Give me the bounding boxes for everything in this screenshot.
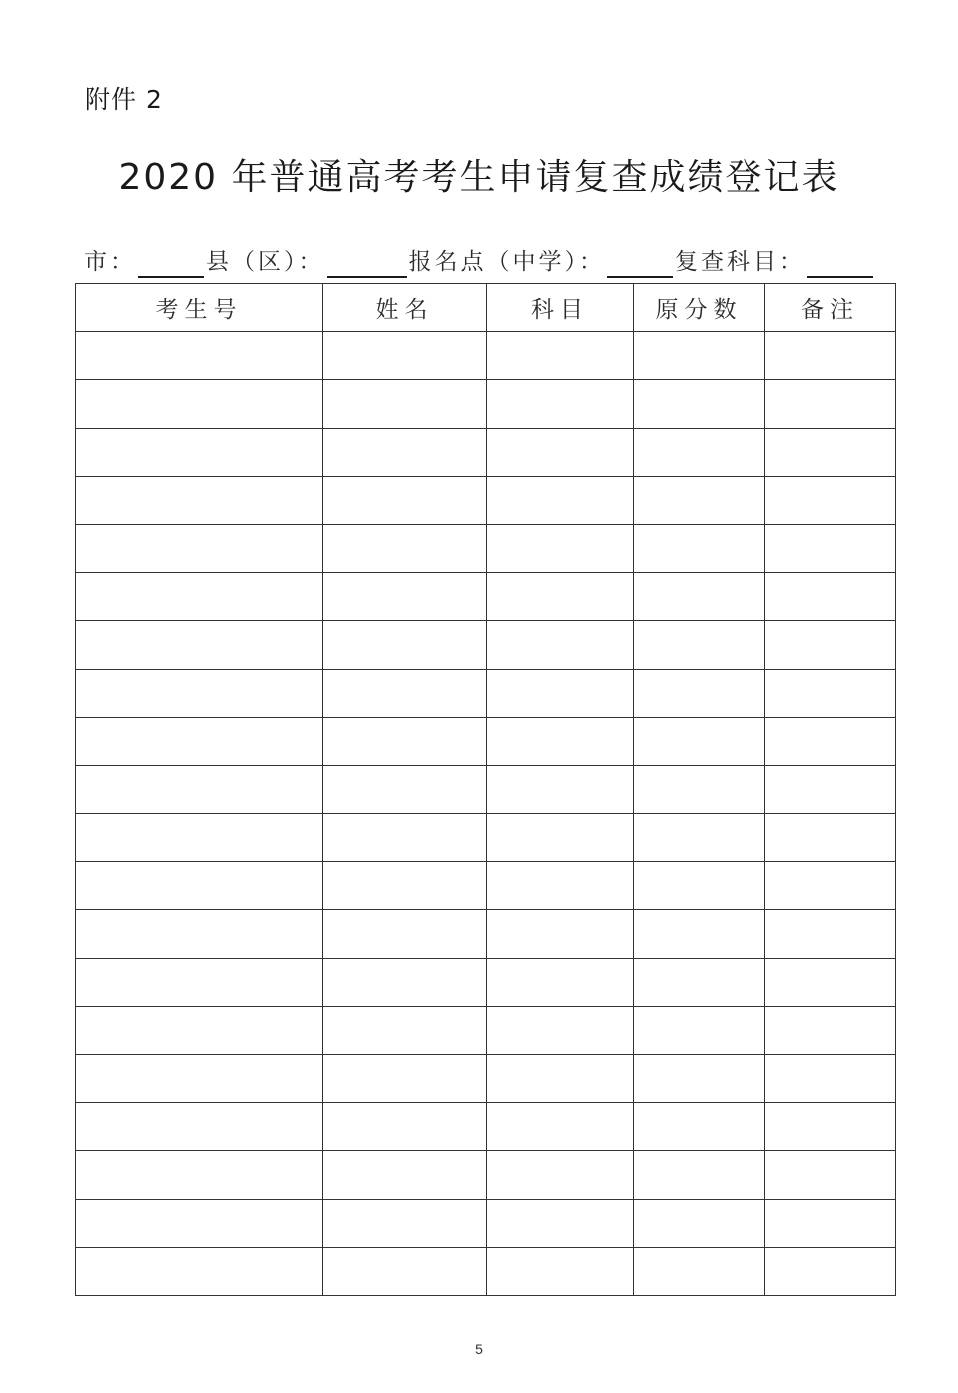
subject-cell <box>487 1103 634 1151</box>
table-header-row <box>76 284 896 332</box>
candidate-number-cell <box>76 958 323 1006</box>
remarks-cell <box>765 862 896 910</box>
original-score-cell <box>634 669 765 717</box>
candidate-number-cell <box>76 1199 323 1247</box>
name-cell <box>323 476 487 524</box>
table-row <box>76 958 896 1006</box>
original-score-cell <box>634 332 765 380</box>
header-name: 姓名 <box>323 284 487 332</box>
page-number: 5 <box>475 1341 483 1357</box>
name-cell <box>323 1199 487 1247</box>
original-score-cell <box>634 1103 765 1151</box>
original-score-cell <box>634 621 765 669</box>
table-row <box>76 814 896 862</box>
subject-cell <box>487 1006 634 1054</box>
name-cell <box>323 1103 487 1151</box>
original-score-cell <box>634 1055 765 1103</box>
remarks-cell <box>765 910 896 958</box>
remarks-cell <box>765 958 896 1006</box>
name-cell <box>323 1247 487 1295</box>
subject-cell <box>487 717 634 765</box>
remarks-cell <box>765 669 896 717</box>
remarks-cell <box>765 765 896 813</box>
remarks-cell <box>765 1103 896 1151</box>
candidate-number-cell <box>76 524 323 572</box>
table-row <box>76 1103 896 1151</box>
table-body <box>76 332 896 1296</box>
name-cell <box>323 1006 487 1054</box>
candidate-number-cell <box>76 1103 323 1151</box>
name-cell <box>323 814 487 862</box>
table-row <box>76 1006 896 1054</box>
table-row <box>76 621 896 669</box>
subject-cell <box>487 1151 634 1199</box>
subject-cell <box>487 476 634 524</box>
remarks-cell <box>765 1199 896 1247</box>
county-label: 县（区）： <box>206 249 325 275</box>
name-cell <box>323 765 487 813</box>
subject-cell <box>487 669 634 717</box>
remarks-cell <box>765 814 896 862</box>
name-cell <box>323 958 487 1006</box>
name-cell <box>323 717 487 765</box>
table-row <box>76 1151 896 1199</box>
subject-cell <box>487 524 634 572</box>
candidate-number-cell <box>76 428 323 476</box>
table-row <box>76 862 896 910</box>
candidate-number-cell <box>76 1247 323 1295</box>
attachment-label: 附件 2 <box>85 85 163 114</box>
header-candidate-number: 考生号 <box>76 284 323 332</box>
candidate-number-cell <box>76 717 323 765</box>
table-row <box>76 524 896 572</box>
remarks-cell <box>765 1247 896 1295</box>
table-row <box>76 428 896 476</box>
subject-cell <box>487 332 634 380</box>
table-row <box>76 380 896 428</box>
subject-blank <box>807 251 873 278</box>
header-original-score: 原分数 <box>634 284 765 332</box>
remarks-cell <box>765 332 896 380</box>
subject-cell <box>487 621 634 669</box>
remarks-cell <box>765 717 896 765</box>
remarks-cell <box>765 380 896 428</box>
subject-cell <box>487 765 634 813</box>
remarks-cell <box>765 573 896 621</box>
original-score-cell <box>634 524 765 572</box>
table-row <box>76 1055 896 1103</box>
candidate-number-cell <box>76 332 323 380</box>
subject-cell <box>487 814 634 862</box>
original-score-cell <box>634 1006 765 1054</box>
candidate-number-cell <box>76 476 323 524</box>
original-score-cell <box>634 862 765 910</box>
table-row <box>76 910 896 958</box>
original-score-cell <box>634 1151 765 1199</box>
table-row <box>76 717 896 765</box>
name-cell <box>323 1055 487 1103</box>
name-cell <box>323 524 487 572</box>
candidate-number-cell <box>76 765 323 813</box>
subject-cell <box>487 958 634 1006</box>
name-cell <box>323 428 487 476</box>
original-score-cell <box>634 910 765 958</box>
remarks-cell <box>765 524 896 572</box>
table-row <box>76 1199 896 1247</box>
original-score-cell <box>634 1247 765 1295</box>
candidate-number-cell <box>76 573 323 621</box>
table-row <box>76 332 896 380</box>
table-row <box>76 1247 896 1295</box>
candidate-number-cell <box>76 669 323 717</box>
county-blank <box>327 251 407 278</box>
name-cell <box>323 380 487 428</box>
remarks-cell <box>765 1151 896 1199</box>
remarks-cell <box>765 1055 896 1103</box>
original-score-cell <box>634 380 765 428</box>
candidate-number-cell <box>76 910 323 958</box>
candidate-number-cell <box>76 1006 323 1054</box>
original-score-cell <box>634 573 765 621</box>
remarks-cell <box>765 428 896 476</box>
city-blank <box>138 251 204 278</box>
subject-cell <box>487 1199 634 1247</box>
candidate-number-cell <box>76 814 323 862</box>
candidate-number-cell <box>76 1151 323 1199</box>
subject-cell <box>487 428 634 476</box>
name-cell <box>323 910 487 958</box>
subject-cell <box>487 1247 634 1295</box>
name-cell <box>323 1151 487 1199</box>
registration-point-blank <box>607 251 673 278</box>
header-remarks: 备注 <box>765 284 896 332</box>
page-title: 2020 年普通高考考生申请复查成绩登记表 <box>118 157 840 198</box>
name-cell <box>323 669 487 717</box>
subject-cell <box>487 380 634 428</box>
city-label: 市： <box>84 249 136 275</box>
original-score-cell <box>634 958 765 1006</box>
subject-cell <box>487 910 634 958</box>
table-row <box>76 476 896 524</box>
original-score-cell <box>634 717 765 765</box>
subject-cell <box>487 862 634 910</box>
header-subject: 科目 <box>487 284 634 332</box>
name-cell <box>323 573 487 621</box>
candidate-number-cell <box>76 862 323 910</box>
table-row <box>76 765 896 813</box>
original-score-cell <box>634 428 765 476</box>
candidate-number-cell <box>76 380 323 428</box>
candidate-number-cell <box>76 621 323 669</box>
remarks-cell <box>765 476 896 524</box>
subject-cell <box>487 573 634 621</box>
remarks-cell <box>765 1006 896 1054</box>
name-cell <box>323 621 487 669</box>
name-cell <box>323 862 487 910</box>
subject-label: 复查科目： <box>675 249 805 275</box>
table-row <box>76 669 896 717</box>
registration-point-label: 报名点（中学）： <box>408 249 605 275</box>
original-score-cell <box>634 814 765 862</box>
original-score-cell <box>634 476 765 524</box>
original-score-cell <box>634 765 765 813</box>
name-cell <box>323 332 487 380</box>
registration-table <box>75 283 896 1296</box>
remarks-cell <box>765 621 896 669</box>
original-score-cell <box>634 1199 765 1247</box>
header-fill-line <box>84 246 904 278</box>
table-row <box>76 573 896 621</box>
subject-cell <box>487 1055 634 1103</box>
candidate-number-cell <box>76 1055 323 1103</box>
